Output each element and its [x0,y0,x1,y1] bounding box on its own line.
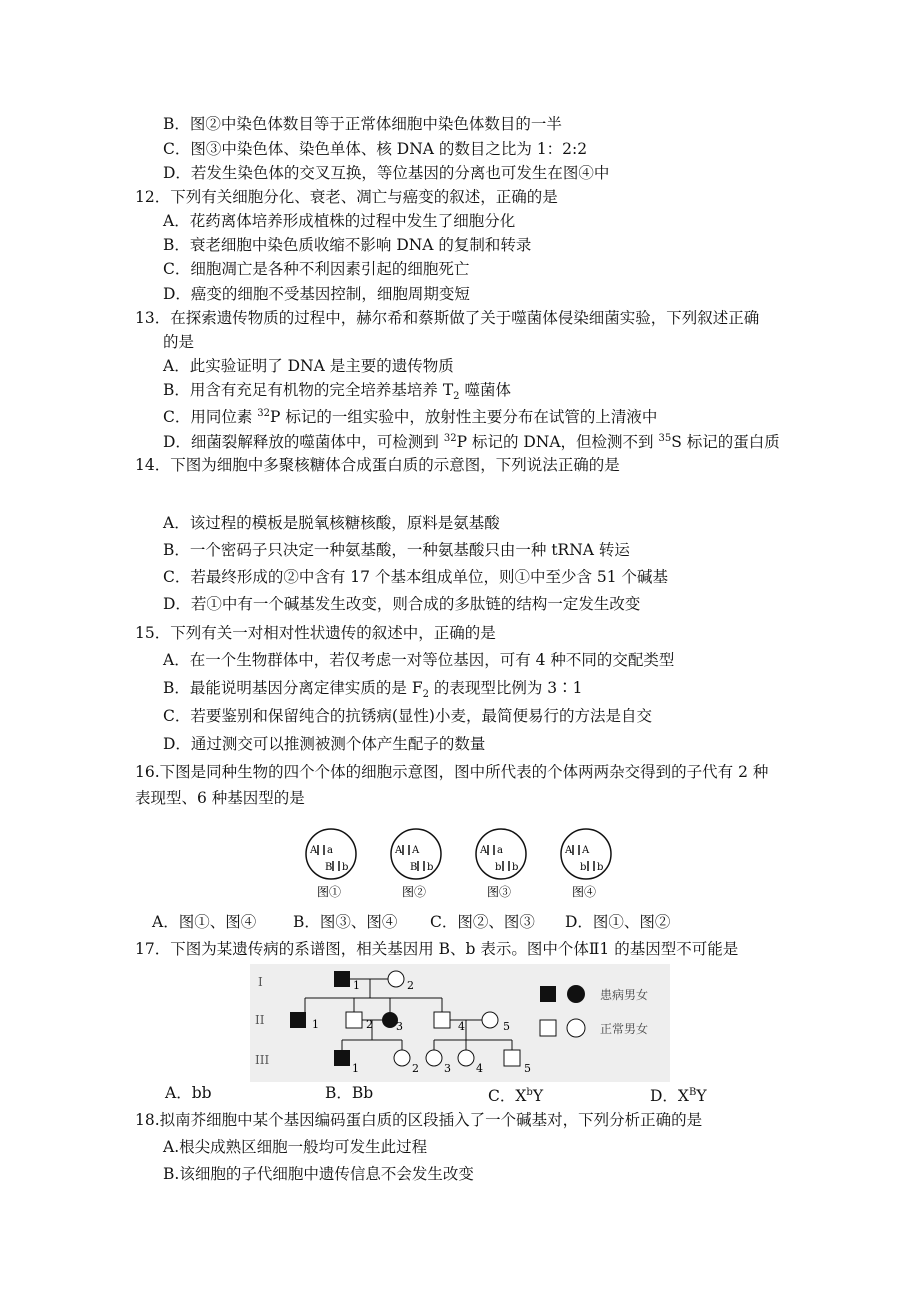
gen3-individual-4-normal-female [458,1050,474,1066]
q13-option-d: D．细菌裂解释放的噬菌体中，可检测到 $^{32}$P 标记的 DNA，但检测不到 $^{35}$S 标记的蛋白质 [163,433,780,452]
q14-option-a: A．该过程的模板是脱氧核糖核酸，原料是氨基酸 [163,514,500,532]
q17-option-a: A．bb [165,1084,212,1102]
cell-3-caption: 图③ [487,885,512,899]
gen3-label-4: 4 [476,1062,483,1075]
q11-option-d: D．若发生染色体的交叉互换，等位基因的分离也可发生在图④中 [163,164,610,182]
q15-stem: 15．下列有关一对相对性状遗传的叙述中，正确的是 [135,624,496,642]
generation-2-label: II [255,1013,265,1027]
q16-cell-diagrams [295,824,635,904]
q15-option-b: B．最能说明基因分离定律实质的是 $F_2$ 的表现型比例为 3∶1 [163,679,583,701]
q17-option-b: B．Bb [325,1084,374,1102]
cell-3 [476,829,526,899]
gen2-individual-5-normal-female [482,1012,498,1028]
generation-3-label: III [255,1053,270,1067]
pedigree-svg [250,964,670,1082]
q15-option-c: C．若要鉴别和保留纯合的抗锈病(显性)小麦，最简便易行的方法是自交 [163,707,652,725]
gen1-label-1: 1 [353,979,360,992]
cell-1 [306,829,356,899]
cell-diagrams-svg [295,824,635,904]
q14-option-b: B．一个密码子只决定一种氨基酸，一种氨基酸只由一种 tRNA 转运 [163,541,630,559]
gen3-label-5: 5 [524,1062,531,1075]
cell-1-gene-bottom-right: b [342,862,349,873]
q16-option-d: D．图①、图② [565,913,671,931]
q17-option-d: D．$X^BY$ [650,1087,707,1106]
q17-pedigree-chart [250,964,670,1082]
gen3-label-2: 2 [412,1062,419,1075]
gen2-individual-2-normal-male [346,1012,362,1028]
q15-option-d: D．通过测交可以推测被测个体产生配子的数量 [163,735,486,753]
q11-option-c: C．图③中染色体、染色单体、核 DNA 的数目之比为 1：2:2 [163,140,588,158]
cell-2-gene-bottom-left: B [410,862,418,873]
q16-option-b: B．图③、图④ [293,913,398,931]
legend-normal-female-symbol [567,1019,585,1037]
cell-2-gene-bottom-right: b [427,862,434,873]
cell-1-caption: 图① [317,885,342,899]
cell-2-gene-top-left: A [395,845,403,856]
legend-normal-male-symbol [540,1020,556,1036]
gen3-individual-1-affected-male [334,1050,350,1066]
cell-4-gene-top-right: A [582,845,590,856]
cell-1-gene-bottom-left: B [325,862,333,873]
q13-option-c: C．用同位素 $^{32}$P 标记的一组实验中，放射性主要分布在试管的上清液中 [163,408,658,427]
gen3-individual-5-normal-male [504,1050,520,1066]
q14-stem: 14．下图为细胞中多聚核糖体合成蛋白质的示意图，下列说法正确的是 [135,456,620,474]
legend-affected-label: 患病男女 [600,988,649,1002]
q18-stem: 18.拟南芥细胞中某个基因编码蛋白质的区段插入了一个碱基对，下列分析正确的是 [135,1111,703,1129]
q17-option-c: C．$X^bY$ [488,1087,544,1106]
gen1-individual-1-affected-male [334,971,350,987]
q18-option-b: B.该细胞的子代细胞中遗传信息不会发生改变 [163,1165,474,1183]
q16-stem-line1: 16.下图是同种生物的四个个体的细胞示意图，图中所代表的个体两两杂交得到的子代有 2 种 [135,763,769,781]
q14-option-c: C．若最终形成的②中含有 17 个基本组成单位，则①中至少含 51 个碱基 [163,568,669,586]
gen2-label-2: 2 [366,1018,373,1031]
gen2-label-1: 1 [312,1018,319,1031]
cell-2 [391,829,441,899]
q15-option-a: A．在一个生物群体中，若仅考虑一对等位基因，可有 4 种不同的交配类型 [163,651,675,669]
q12-option-b: B．衰老细胞中染色质收缩不影响 DNA 的复制和转录 [163,236,532,254]
q13-stem-line2: 的是 [163,333,195,351]
gen1-individual-2-normal-female [388,971,404,987]
gen3-label-3: 3 [444,1062,451,1075]
gen2-individual-4-normal-male [434,1012,450,1028]
q16-stem-line2: 表现型、6 种基因型的是 [135,789,305,807]
q12-stem: 12．下列有关细胞分化、衰老、凋亡与癌变的叙述，正确的是 [135,188,558,206]
cell-4 [561,829,611,899]
q13-option-a: A．此实验证明了 DNA 是主要的遗传物质 [163,357,454,375]
cell-2-gene-top-right: A [412,845,420,856]
q12-option-c: C．细胞凋亡是各种不利因素引起的细胞死亡 [163,260,470,278]
cell-4-gene-bottom-left: b [580,862,587,873]
gen2-label-3: 3 [396,1020,403,1033]
q14-option-d: D．若①中有一个碱基发生改变，则合成的多肽链的结构一定发生改变 [163,595,641,613]
q12-option-a: A．花药离体培养形成植株的过程中发生了细胞分化 [163,212,516,230]
q17-stem: 17．下图为某遗传病的系谱图，相关基因用 B、b 表示。图中个体Ⅱ1 的基因型不可能是 [135,940,739,958]
q16-option-c: C．图②、图③ [430,913,535,931]
legend-normal-label: 正常男女 [600,1022,649,1036]
cell-2-caption: 图② [402,885,427,899]
gen2-label-5: 5 [503,1020,510,1033]
q12-option-d: D．癌变的细胞不受基因控制，细胞周期变短 [163,285,470,303]
cell-4-caption: 图④ [572,885,597,899]
gen2-label-4: 4 [458,1020,465,1033]
cell-3-gene-bottom-left: b [495,862,502,873]
gen1-label-2: 2 [407,979,414,992]
cell-3-gene-top-right: a [497,845,503,856]
q13-option-b: B．用含有充足有机物的完全培养基培养 $T_2$ 噬菌体 [163,381,511,403]
cell-4-gene-bottom-right: b [597,862,604,873]
cell-4-gene-top-left: A [565,845,573,856]
legend-affected-male-symbol [540,986,556,1002]
cell-1-gene-top-right: a [327,845,333,856]
q16-option-a: A．图①、图④ [152,913,257,931]
gen3-individual-2-normal-female [394,1050,410,1066]
q13-stem-line1: 13．在探索遗传物质的过程中，赫尔希和蔡斯做了关于噬菌体侵染细菌实验，下列叙述正确 [135,309,760,327]
cell-3-gene-bottom-right: b [512,862,519,873]
cell-1-gene-top-left: A [310,845,318,856]
cell-3-gene-top-left: A [480,845,488,856]
gen3-individual-3-normal-female [426,1050,442,1066]
legend-affected-female-symbol [567,985,585,1003]
generation-1-label: I [258,975,263,989]
q18-option-a: A.根尖成熟区细胞一般均可发生此过程 [163,1138,428,1156]
gen2-individual-1-affected-male [290,1012,306,1028]
gen3-label-1: 1 [352,1062,359,1075]
q11-option-b: B．图②中染色体数目等于正常体细胞中染色体数目的一半 [163,115,562,133]
